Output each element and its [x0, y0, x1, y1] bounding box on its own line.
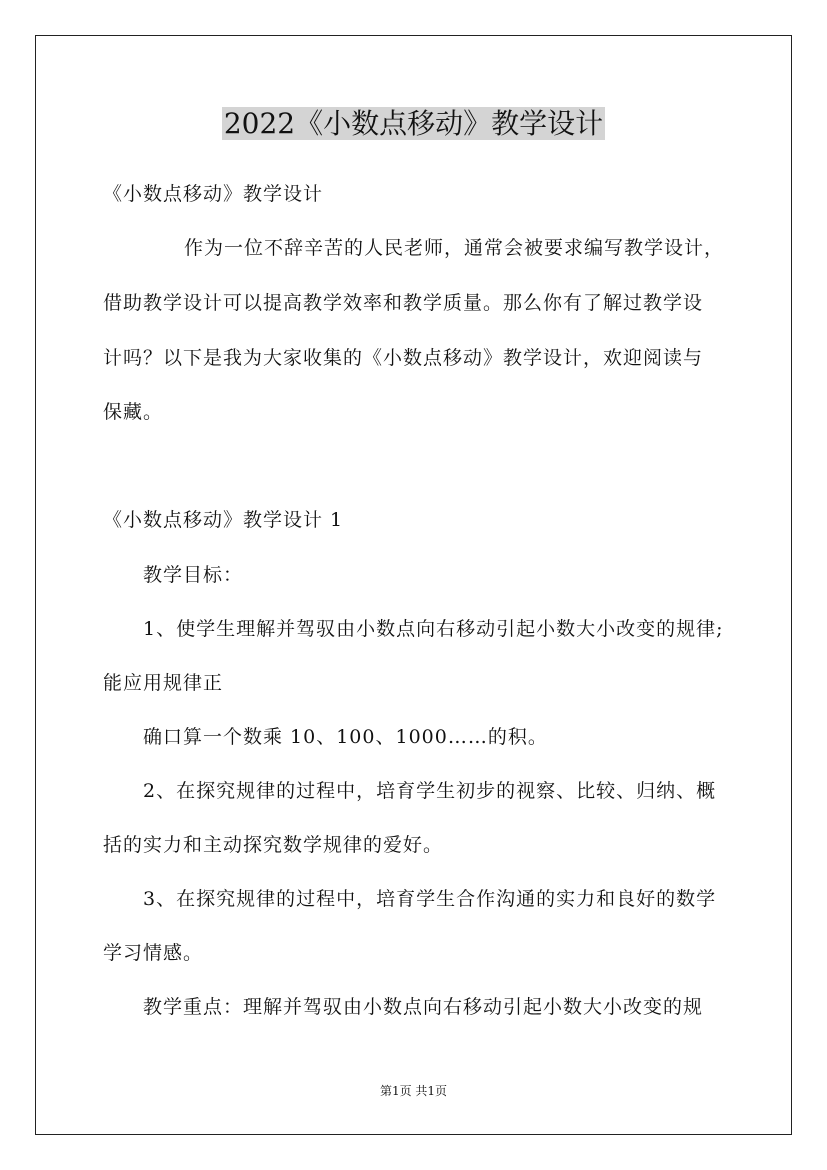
goal-1-line-1: 1、使学生理解并驾驭由小数点向右移动引起小数大小改变的规律; — [143, 618, 724, 640]
section-heading: 《小数点移动》教学设计 1 — [103, 509, 344, 531]
document-title-text: 2022《小数点移动》教学设计 — [223, 107, 604, 140]
intro-line-3: 计吗？以下是我为大家收集的《小数点移动》教学设计，欢迎阅读与 — [103, 347, 704, 369]
goals-label: 教学目标： — [143, 564, 244, 586]
document-subtitle: 《小数点移动》教学设计 — [103, 183, 324, 205]
intro-line-1: 作为一位不辞辛苦的人民老师，通常会被要求编写教学设计， — [184, 237, 725, 259]
document-title — [0, 102, 827, 146]
key-point: 教学重点：理解并驾驭由小数点向右移动引起小数大小改变的规 — [143, 996, 704, 1018]
goal-1-line-2: 能应用规律正 — [103, 672, 224, 694]
intro-line-2: 借助教学设计可以提高教学效率和教学质量。那么你有了解过教学设 — [103, 292, 704, 314]
goal-3-line-1: 3、在探究规律的过程中，培育学生合作沟通的实力和良好的数学 — [143, 888, 717, 910]
goal-1-line-3: 确口算一个数乘 10、100、1000……的积。 — [143, 726, 548, 748]
page-footer: 第1页 共1页 — [379, 1084, 448, 1098]
goal-2-line-1: 2、在探究规律的过程中，培育学生初步的视察、比较、归纳、概 — [143, 780, 717, 802]
goal-2-line-2: 括的实力和主动探究数学规律的爱好。 — [103, 834, 444, 856]
goal-3-line-2: 学习情感。 — [103, 942, 204, 964]
intro-line-4: 保藏。 — [103, 401, 164, 423]
